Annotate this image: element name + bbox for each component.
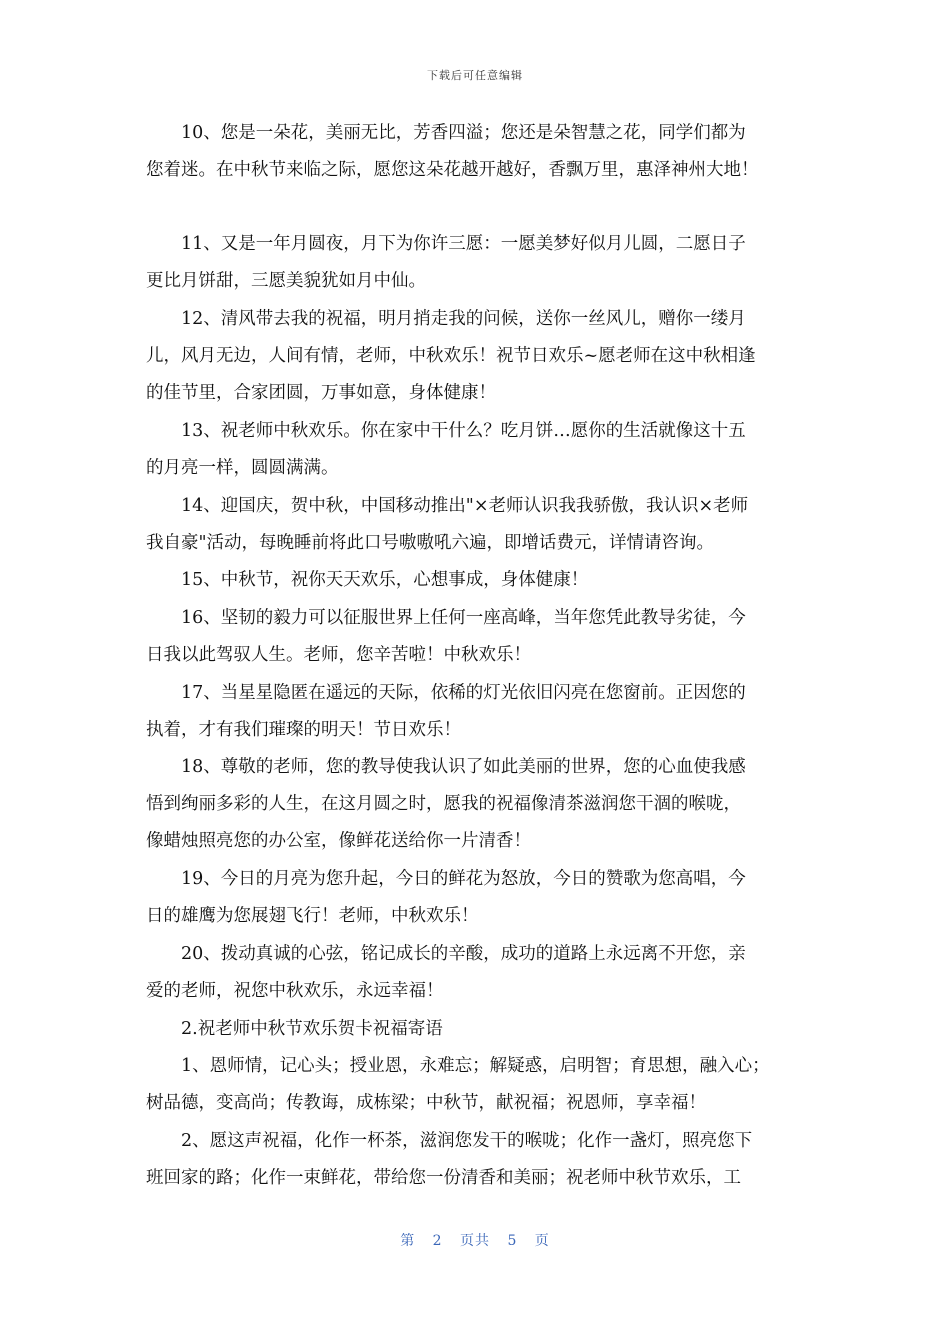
text-line: 12、清风带去我的祝福，明月捎走我的问候，送你一丝风儿，赠你一缕月: [181, 309, 746, 329]
paragraph-10: [146, 115, 812, 189]
text-line: 我自豪"活动，每晚睡前将此口号嗷嗷吼六遍，即增话费元，详情请咨询。: [146, 533, 715, 553]
paragraph-14: [146, 488, 812, 562]
text-line: 14、迎国庆，贺中秋，中国移动推出"×老师认识我我骄傲，我认识×老师: [181, 496, 749, 516]
paragraph-18: [146, 749, 812, 860]
paragraph-17: [146, 675, 812, 749]
paragraph-15: [146, 562, 812, 599]
page-header: 下载后可任意编辑: [427, 69, 523, 82]
text-line: 悟到绚丽多彩的人生，在这月圆之时，愿我的祝福像清茶滋润您干涸的喉咙，: [146, 794, 741, 814]
text-line: 13、祝老师中秋欢乐。你在家中干什么？吃月饼…愿你的生活就像这十五: [181, 421, 746, 441]
text-line: 15、中秋节，祝你天天欢乐，心想事成，身体健康！: [181, 570, 589, 590]
paragraph-13: [146, 413, 812, 487]
text-line: 执着，才有我们璀璨的明天！节日欢乐！: [146, 720, 461, 740]
paragraph-16: [146, 600, 812, 674]
paragraph-20: [146, 936, 812, 1010]
text-line: 您着迷。在中秋节来临之际，愿您这朵花越开越好，香飘万里，惠泽神州大地！: [146, 160, 759, 180]
paragraph-12: [146, 301, 812, 412]
paragraph-2-1: [146, 1048, 812, 1122]
text-line: 2.祝老师中秋节欢乐贺卡祝福寄语: [181, 1019, 443, 1039]
text-line: 爱的老师，祝您中秋欢乐，永远幸福！: [146, 981, 444, 1001]
paragraph-19: [146, 861, 812, 935]
text-line: 更比月饼甜，三愿美貌犹如月中仙。: [146, 271, 426, 291]
section-heading: [146, 1011, 812, 1048]
page-footer: 第 2 页共 5 页: [400, 1233, 550, 1249]
text-line: 11、又是一年月圆夜，月下为你许三愿：一愿美梦好似月儿圆，二愿日子: [181, 234, 746, 254]
text-line: 日的雄鹰为您展翅飞行！老师，中秋欢乐！: [146, 906, 479, 926]
text-line: 10、您是一朵花，美丽无比，芳香四溢；您还是朵智慧之花，同学们都为: [181, 123, 746, 143]
text-line: 1、恩师情，记心头；授业恩，永难忘；解疑惑，启明智；育思想，融入心；: [181, 1056, 770, 1076]
text-line: 18、尊敬的老师，您的教导使我认识了如此美丽的世界，您的心血使我感: [181, 757, 746, 777]
text-line: 儿，风月无边，人间有情，老师，中秋欢乐！祝节日欢乐~愿老师在这中秋相逢: [146, 346, 756, 366]
text-line: 20、拨动真诚的心弦，铭记成长的辛酸，成功的道路上永远离不开您，亲: [181, 944, 746, 964]
paragraph-11: [146, 226, 812, 300]
text-line: 的佳节里，合家团圆，万事如意，身体健康！: [146, 383, 496, 403]
text-line: 17、当星星隐匿在遥远的天际，依稀的灯光依旧闪亮在您窗前。正因您的: [181, 683, 746, 703]
text-line: 日我以此驾驭人生。老师，您辛苦啦！中秋欢乐！: [146, 645, 531, 665]
paragraph-2-2: [146, 1123, 812, 1197]
text-line: 班回家的路；化作一束鲜花，带给您一份清香和美丽；祝老师中秋节欢乐，工: [146, 1168, 741, 1188]
text-line: 树品德，变高尚；传教诲，成栋梁；中秋节，献祝福；祝恩师，享幸福！: [146, 1093, 706, 1113]
text-line: 19、今日的月亮为您升起，今日的鲜花为怒放，今日的赞歌为您高唱，今: [181, 869, 746, 889]
text-line: 2、愿这声祝福，化作一杯茶，滋润您发干的喉咙；化作一盏灯，照亮您下: [181, 1131, 753, 1151]
text-line: 16、坚韧的毅力可以征服世界上任何一座高峰，当年您凭此教导劣徒，今: [181, 608, 746, 628]
text-line: 的月亮一样，圆圆满满。: [146, 458, 339, 478]
text-line: 像蜡烛照亮您的办公室，像鲜花送给你一片清香！: [146, 831, 531, 851]
